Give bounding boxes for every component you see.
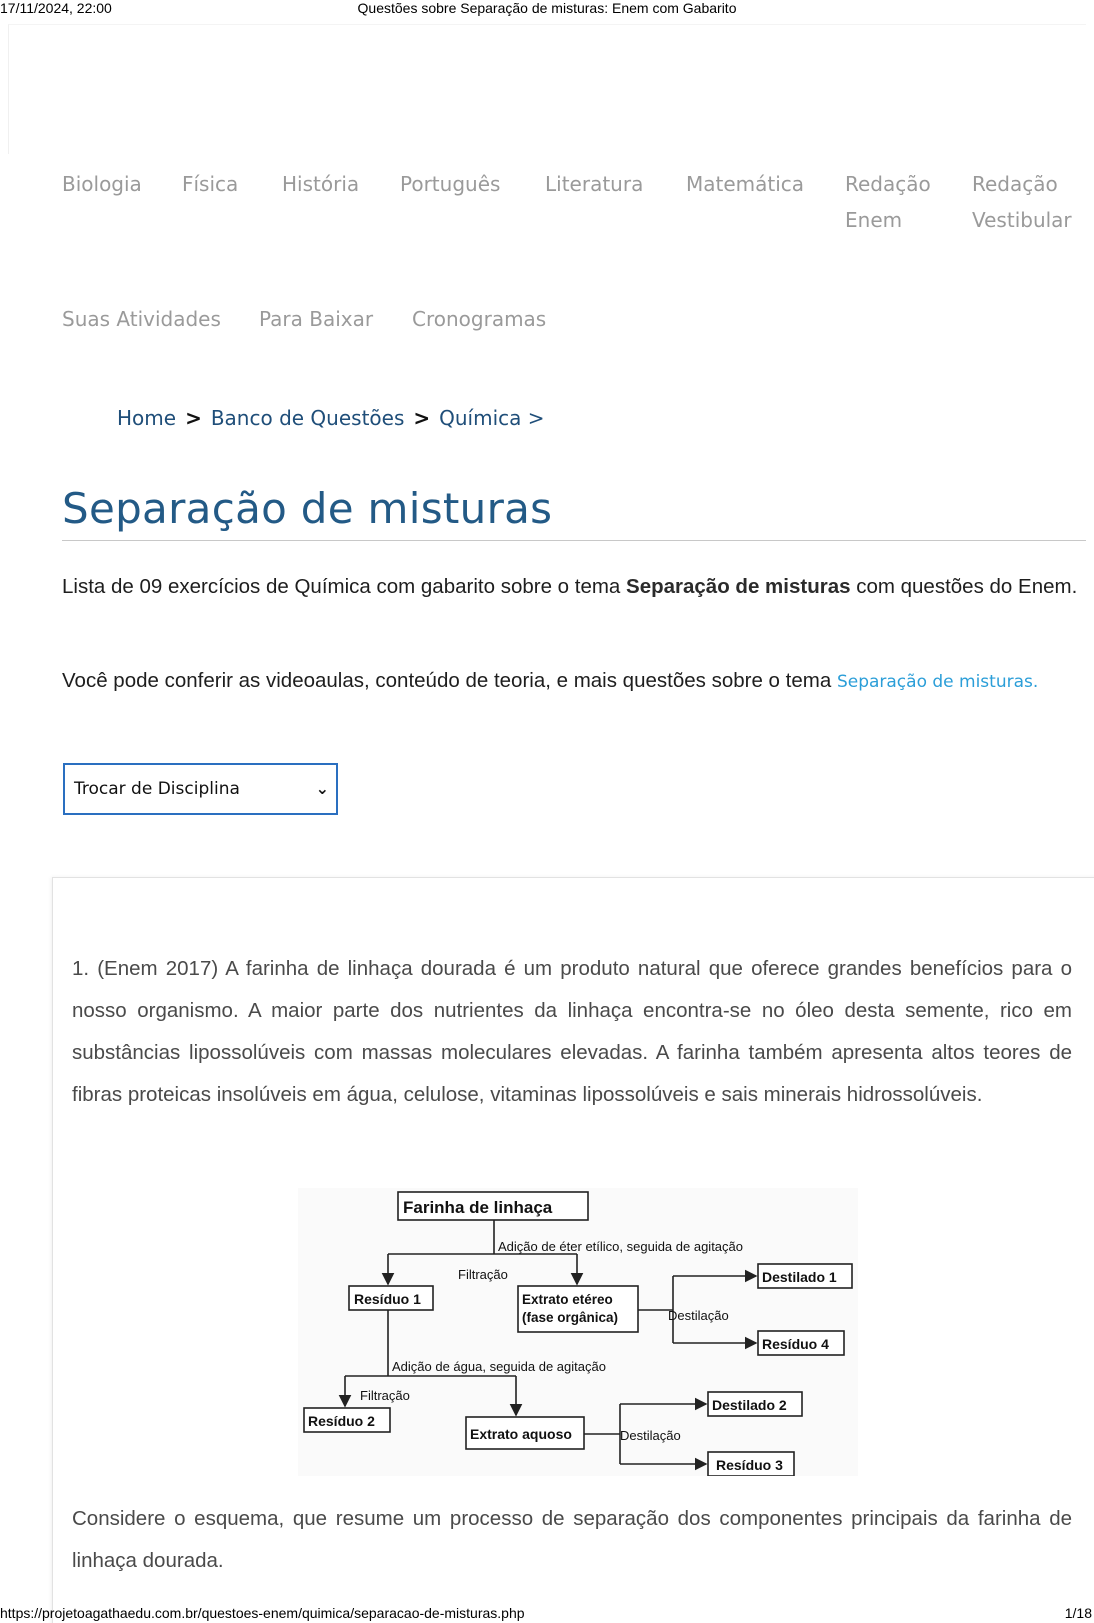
discipline-select[interactable] — [63, 763, 338, 815]
nav-link-redacao-enem-line2: Enem — [845, 208, 903, 232]
diagram-filtracao-2: Filtração — [360, 1388, 410, 1403]
breadcrumb-separator: > — [413, 406, 431, 430]
separation-flowchart — [298, 1188, 858, 1476]
diagram-residuo-2: Resíduo 2 — [308, 1413, 375, 1429]
print-page-number: 1/18 — [1064, 1605, 1092, 1621]
intro-paragraph — [62, 570, 1086, 603]
intro-text: Lista de 09 exercícios de Química com gabarito sobre o tema — [62, 575, 627, 598]
print-datetime: 17/11/2024, 22:00 — [0, 0, 112, 16]
title-divider — [62, 540, 1086, 541]
nav-link-matematica[interactable]: Matemática — [686, 172, 805, 196]
nav-link-portugues[interactable]: Português — [400, 172, 501, 196]
diagram-extrato-etereo-line2: (fase orgânica) — [522, 1310, 619, 1325]
nav-link-redacao-vestibular[interactable] — [972, 166, 1072, 238]
topic-link[interactable]: Separação de misturas. — [836, 672, 1039, 692]
breadcrumb-banco-de-questoes[interactable]: Banco de Questões — [210, 406, 405, 430]
question-1-text: 1. (Enem 2017) A farinha de linhaça dourada é um produto natural que oferece grandes benefícios para o nosso organismo. A maior parte dos nutrientes da linhaça encontra-se no óleo desta semente, rico em substâncias lipossolúveis com massas moleculares elevadas. A farinha também apresenta altos teores de fibras proteicas insolúveis em água, celulose, vitaminas lipossolúveis e sais minerais hidrossolúveis. — [72, 957, 1072, 1106]
diagram-extrato-aquoso: Extrato aquoso — [470, 1426, 572, 1442]
diagram-extrato-etereo-line1: Extrato etéreo — [522, 1292, 613, 1307]
breadcrumb — [117, 406, 545, 430]
nav-link-para-baixar[interactable]: Para Baixar — [259, 307, 374, 331]
diagram-residuo-1: Resíduo 1 — [354, 1291, 421, 1307]
nav-link-redacao-vestibular-line2: Vestibular — [972, 208, 1072, 232]
diagram-filtracao-1: Filtração — [458, 1267, 508, 1282]
nav-link-fisica[interactable]: Física — [182, 172, 239, 196]
diagram-destilacao-1: Destilação — [668, 1308, 729, 1323]
print-header — [0, 0, 1094, 16]
nav-link-redacao-vestibular-line1: Redação — [972, 172, 1058, 196]
diagram-destilado-1: Destilado 1 — [762, 1269, 837, 1285]
nav-link-literatura[interactable]: Literatura — [545, 172, 644, 196]
chevron-down-icon: ⌄ — [315, 779, 329, 798]
diagram-destilacao-2: Destilação — [620, 1428, 681, 1443]
print-doc-title: Questões sobre Separação de misturas: Enem com Gabarito — [357, 0, 737, 16]
question-1-followup: Considere o esquema, que resume um processo de separação dos componentes principais da farinha de linhaça dourada. — [72, 1507, 1072, 1572]
intro-link-paragraph — [62, 664, 1086, 699]
breadcrumb-separator: > — [185, 406, 202, 430]
nav-link-historia[interactable]: História — [282, 172, 360, 196]
nav-link-redacao-enem[interactable] — [845, 166, 931, 238]
diagram-adicao-agua: Adição de água, seguida de agitação — [392, 1359, 606, 1374]
diagram-residuo-3: Resíduo 3 — [716, 1457, 783, 1473]
nav-link-biologia[interactable]: Biologia — [62, 172, 142, 196]
page-title: Separação de misturas — [62, 484, 553, 533]
header-banner-area — [8, 24, 1086, 154]
nav-link-redacao-enem-line1: Redação — [845, 172, 931, 196]
breadcrumb-quimica[interactable]: Química > — [439, 406, 545, 430]
diagram-destilado-2: Destilado 2 — [712, 1397, 787, 1413]
intro-text-end: com questões do Enem. — [850, 575, 1078, 598]
print-url: https://projetoagathaedu.com.br/questoes-enem/quimica/separacao-de-misturas.php — [0, 1605, 525, 1621]
nav-link-suas-atividades[interactable]: Suas Atividades — [62, 307, 221, 331]
print-footer — [0, 1603, 1094, 1623]
discipline-select-value: Trocar de Disciplina — [74, 779, 240, 799]
diagram-adicao-eter: Adição de éter etílico, seguida de agitação — [498, 1239, 744, 1254]
breadcrumb-home[interactable]: Home — [117, 406, 177, 430]
intro-link-text: Você pode conferir as videoaulas, conteúdo de teoria, e mais questões sobre o tema — [62, 669, 837, 692]
intro-topic-bold: Separação de misturas — [626, 575, 851, 598]
diagram-farinha: Farinha de linhaça — [403, 1198, 553, 1217]
diagram-residuo-4: Resíduo 4 — [762, 1336, 829, 1352]
nav-link-cronogramas[interactable]: Cronogramas — [412, 307, 547, 331]
